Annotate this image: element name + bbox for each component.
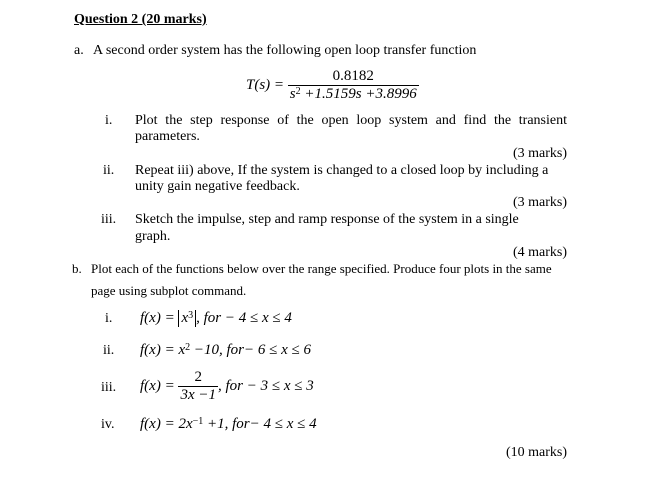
func-i-rest: , for − 4 ≤ x ≤ 4 bbox=[196, 310, 292, 326]
func-iii-num: iii. bbox=[101, 380, 117, 395]
func-i bbox=[140, 310, 292, 327]
item-a-iii-line1: Sketch the impulse, step and ramp response of the system in a single bbox=[135, 212, 519, 227]
func-i-abs bbox=[178, 310, 196, 327]
func-iv-num: iv. bbox=[101, 417, 115, 432]
tf-denominator bbox=[288, 86, 419, 103]
part-a-intro: A second order system has the following open loop transfer function bbox=[93, 43, 477, 58]
question-heading: Question 2 (20 marks) bbox=[74, 12, 207, 27]
item-a-iii-num: iii. bbox=[101, 212, 117, 227]
func-ii-lhs: f(x) = bbox=[140, 342, 179, 358]
item-a-i-line2: parameters. bbox=[135, 129, 200, 144]
func-i-base: x bbox=[181, 310, 189, 326]
part-b-line2: page using subplot command. bbox=[91, 283, 247, 298]
func-ii-rest: −10, for− 6 ≤ x ≤ 6 bbox=[190, 342, 311, 358]
func-iv-exp: −1 bbox=[192, 416, 204, 427]
item-a-ii-line1: Repeat iii) above, If the system is changed to a closed loop by including a bbox=[135, 163, 549, 178]
func-ii-exp: 2 bbox=[185, 342, 191, 353]
func-ii bbox=[140, 342, 311, 359]
item-a-iii-marks: (4 marks) bbox=[512, 245, 567, 260]
func-iii-fraction bbox=[178, 369, 218, 404]
func-ii-num: ii. bbox=[103, 343, 115, 358]
func-iv-rest: +1, for− 4 ≤ x ≤ 4 bbox=[203, 416, 317, 432]
func-i-exp: 3 bbox=[188, 310, 194, 321]
item-a-ii-marks: (3 marks) bbox=[512, 195, 567, 210]
func-i-num: i. bbox=[105, 311, 113, 326]
tf-den-exp: 2 bbox=[295, 86, 301, 97]
tf-lhs: T(s) = bbox=[246, 76, 285, 93]
func-iii-frac-num: 2 bbox=[178, 369, 218, 387]
item-a-ii-num: ii. bbox=[103, 163, 115, 178]
func-iii-frac-den: 3x −1 bbox=[180, 387, 216, 403]
tf-den-s: s bbox=[289, 86, 296, 102]
part-b-line1: Plot each of the functions below over the range specified. Produce four plots in the same bbox=[91, 261, 552, 276]
item-a-i-marks: (3 marks) bbox=[512, 146, 567, 161]
tf-fraction bbox=[288, 68, 419, 103]
transfer-function bbox=[246, 68, 419, 103]
item-a-iii-line2: graph. bbox=[135, 229, 171, 244]
func-iii-rest: , for − 3 ≤ x ≤ 3 bbox=[217, 377, 314, 394]
item-a-i-num: i. bbox=[105, 113, 113, 128]
part-a-label: a. bbox=[74, 43, 84, 58]
item-a-ii-line2: unity gain negative feedback. bbox=[135, 179, 300, 194]
func-iv-lhs: f(x) = 2x bbox=[140, 416, 193, 432]
func-i-lhs: f(x) = bbox=[140, 310, 179, 326]
func-iii bbox=[140, 369, 314, 404]
func-ii-base: x bbox=[178, 342, 186, 358]
func-iv bbox=[140, 416, 317, 433]
item-a-i-line1: Plot the step response of the open loop system and find the transient bbox=[135, 113, 567, 128]
tf-numerator: 0.8182 bbox=[288, 68, 419, 86]
tf-den-rest: +1.5159s +3.8996 bbox=[300, 86, 417, 102]
func-iii-lhs: f(x) = bbox=[140, 377, 179, 394]
part-b-label: b. bbox=[72, 261, 82, 276]
part-b-marks: (10 marks) bbox=[505, 445, 567, 460]
